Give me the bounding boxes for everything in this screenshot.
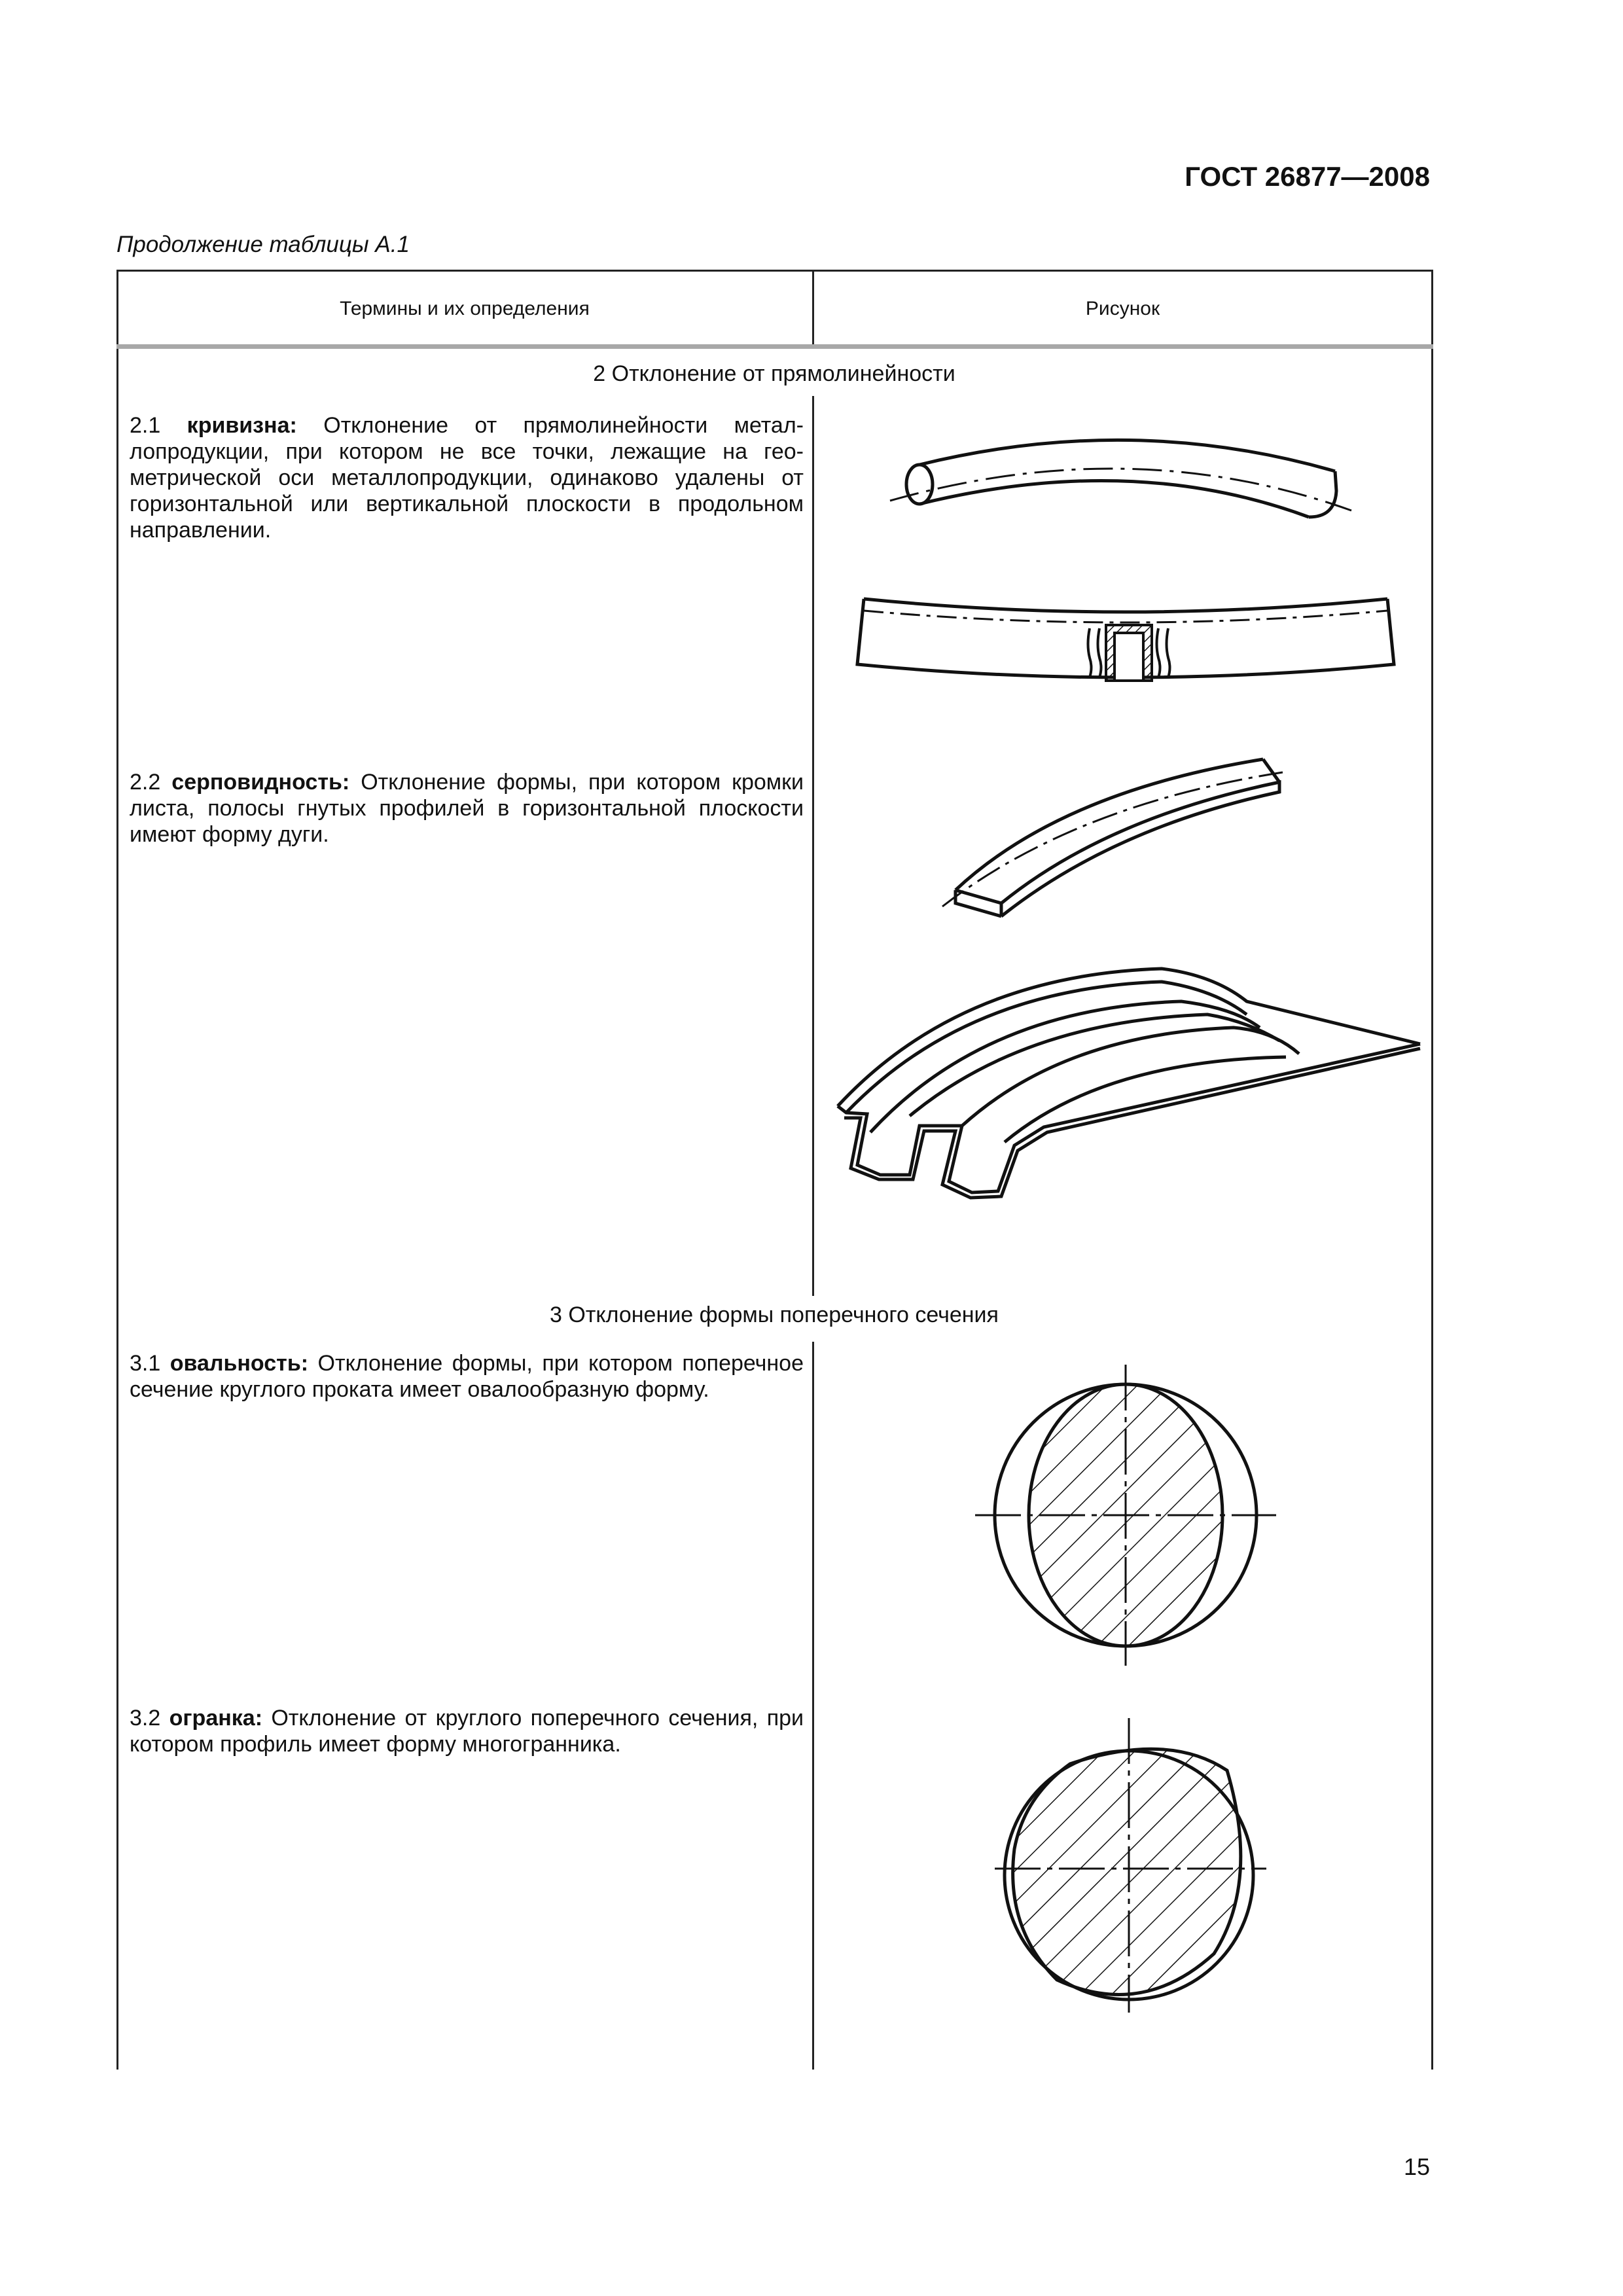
term-definition: Отклонение от круглого поперечного сечения, при котором профиль имеет форму многогранника.	[130, 1706, 804, 1757]
column-divider-section-3	[812, 1342, 814, 2070]
table-caption: Продолжение таблицы А.1	[116, 232, 410, 257]
column-divider-section-2	[812, 396, 814, 1296]
table-left-border	[116, 270, 118, 2070]
document-code: ГОСТ 26877—2008	[1185, 161, 1430, 192]
term-definition: Отклонение формы, при котором поперечное сечение круглого проката имеет овалообразную форму.	[130, 1351, 804, 1402]
faceting-figure	[978, 1718, 1279, 2019]
section-title: 2 Отклонение от прямолинейности	[593, 361, 955, 386]
section-title: 3 Отклонение формы поперечного сечения	[550, 1302, 999, 1327]
curved-channel-figure	[851, 592, 1400, 704]
term-name: кривизна:	[187, 413, 297, 438]
page-number: 15	[1403, 2153, 1430, 2180]
term-name: овальность:	[169, 1351, 309, 1376]
term-number: 2.2	[130, 770, 161, 795]
ovality-figure	[969, 1365, 1283, 1666]
term-number: 2.1	[130, 413, 161, 438]
column-header-terms: Термины и их определения	[340, 298, 590, 319]
term-entry-3-2	[130, 1705, 804, 1757]
term-definition: Отклонение от прямолинейности металлопродукции, при котором не все точки, лежащие на геометрической оси металлопродукции, одинаково удалены от горизонтальной или вертикальной плоскости в продольном направлении.	[130, 413, 804, 543]
column-header-figure: Рисунок	[1085, 298, 1160, 319]
sabre-strip-figure	[942, 753, 1309, 936]
curved-tube-figure	[883, 419, 1381, 550]
term-name: серповидность:	[171, 770, 350, 795]
term-definition: Отклонение формы, при котором кромки листа, полосы гнутых профилей в горизонтальной плоскости имеют форму дуги.	[130, 770, 804, 847]
table-right-border	[1431, 270, 1433, 2070]
term-name: огранка:	[169, 1706, 263, 1731]
term-entry-3-1	[130, 1350, 804, 1403]
term-entry-2-2	[130, 769, 804, 848]
term-number: 3.1	[130, 1351, 161, 1376]
term-number: 3.2	[130, 1706, 161, 1731]
bent-profile-figure	[828, 949, 1430, 1237]
header-bottom-rule	[116, 344, 1433, 349]
table-top-border	[116, 270, 1433, 272]
term-entry-2-1	[130, 412, 804, 543]
